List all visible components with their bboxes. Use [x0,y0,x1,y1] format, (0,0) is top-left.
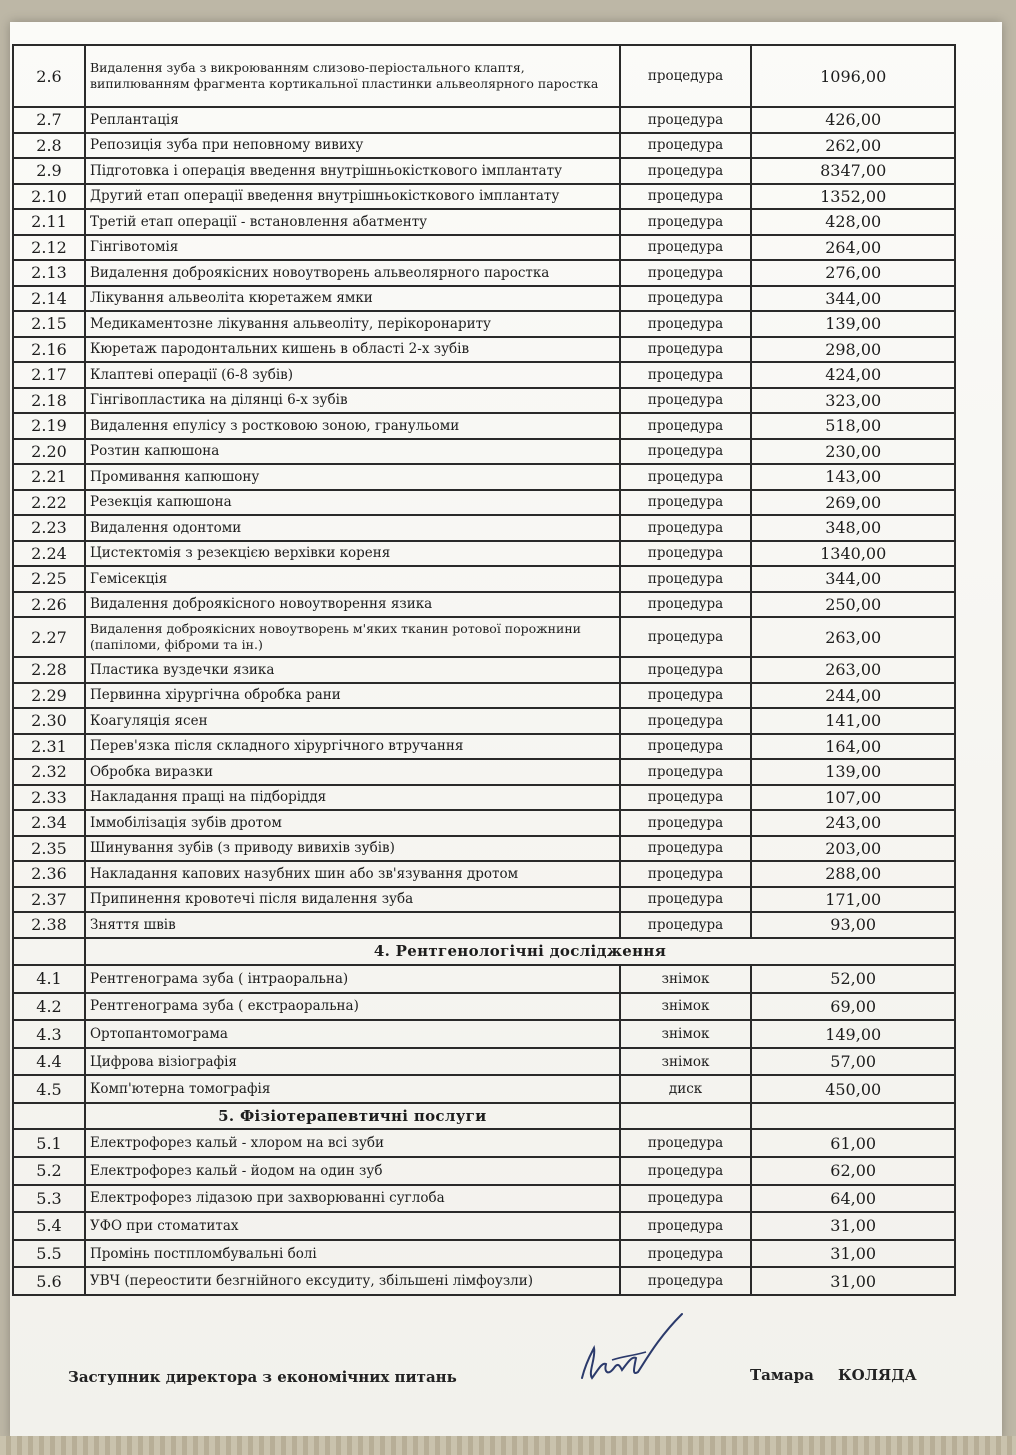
service-name: Видалення доброякісного новоутворення язика [85,592,620,618]
price-value: 428,00 [751,209,955,235]
row-number: 2.37 [13,887,85,913]
unit-of-measure: процедура [620,1129,752,1157]
table-row [13,785,955,811]
service-name: Промінь постпломбувальні болі [85,1240,620,1268]
price-value: 264,00 [751,235,955,261]
service-name: Ортопантомограма [85,1020,620,1048]
unit-of-measure: процедура [620,464,752,490]
table-row [13,708,955,734]
row-number: 4.5 [13,1075,85,1103]
table-row [13,388,955,414]
row-number: 2.24 [13,541,85,567]
service-name: Зняття швів [85,912,620,938]
section-4-title: 4. Рентгенологічні дослідження [85,938,955,966]
row-number: 2.19 [13,413,85,439]
price-value: 344,00 [751,566,955,592]
table-row [13,683,955,709]
unit-of-measure: процедура [620,388,752,414]
row-number: 2.11 [13,209,85,235]
row-number: 2.14 [13,286,85,312]
table-row [13,861,955,887]
table-row [13,993,955,1021]
price-value: 298,00 [751,337,955,363]
price-value: 31,00 [751,1212,955,1240]
row-number: 2.12 [13,235,85,261]
service-name: Клаптеві операції (6-8 зубів) [85,362,620,388]
price-value: 139,00 [751,759,955,785]
price-value: 107,00 [751,785,955,811]
table-row [13,1240,955,1268]
table-row [13,836,955,862]
row-number: 2.18 [13,388,85,414]
unit-of-measure: процедура [620,311,752,337]
service-name: Резекція капюшона [85,490,620,516]
table-row [13,209,955,235]
price-value: 203,00 [751,836,955,862]
row-number: 5.5 [13,1240,85,1268]
unit-of-measure: процедура [620,490,752,516]
price-value: 323,00 [751,388,955,414]
price-value: 243,00 [751,810,955,836]
unit-of-measure: процедура [620,810,752,836]
table-row [13,1157,955,1185]
price-value: 263,00 [751,617,955,657]
unit-of-measure: процедура [620,209,752,235]
price-value: 8347,00 [751,158,955,184]
table-row [13,107,955,133]
price-value: 164,00 [751,734,955,760]
price-value: 262,00 [751,133,955,159]
row-number: 2.16 [13,337,85,363]
table-row [13,490,955,516]
unit-of-measure: процедура [620,235,752,261]
row-number: 2.13 [13,260,85,286]
unit-of-measure: процедура [620,887,752,913]
service-name: Припинення кровотечі після видалення зуба [85,887,620,913]
row-number: 2.34 [13,810,85,836]
unit-of-measure: процедура [620,45,752,107]
price-value: 344,00 [751,286,955,312]
unit-of-measure: процедура [620,912,752,938]
service-name: Електрофорез лідазою при захворюванні суглоба [85,1185,620,1213]
service-name: Накладання капових назубних шин або зв'язування дротом [85,861,620,887]
price-value: 61,00 [751,1129,955,1157]
service-name: Пластика вуздечки язика [85,657,620,683]
row-number: 2.21 [13,464,85,490]
section-header-row [13,938,955,966]
price-value: 348,00 [751,515,955,541]
section-header-row [13,1103,955,1129]
unit-of-measure: знімок [620,993,752,1021]
service-name: Перев'язка після складного хірургічного втручання [85,734,620,760]
service-name: Гінгівотомія [85,235,620,261]
unit-of-measure: процедура [620,566,752,592]
row-number: 5.6 [13,1267,85,1295]
row-number: 2.33 [13,785,85,811]
service-name: Накладання пращі на підборіддя [85,785,620,811]
table-row [13,1129,955,1157]
unit-of-measure: процедура [620,286,752,312]
service-name: Розтин капюшона [85,439,620,465]
service-name: Обробка виразки [85,759,620,785]
section-4-body [13,938,955,966]
price-value: 69,00 [751,993,955,1021]
unit-of-measure: процедура [620,734,752,760]
table-row [13,541,955,567]
service-name: Видалення доброякісних новоутворень альвеолярного паростка [85,260,620,286]
price-value: 1340,00 [751,541,955,567]
section-5-rows [13,1129,955,1295]
row-number: 2.20 [13,439,85,465]
signatory-last-name: КОЛЯДА [838,1366,917,1384]
table-row [13,1267,955,1295]
unit-of-measure: процедура [620,836,752,862]
price-value: 244,00 [751,683,955,709]
price-value: 450,00 [751,1075,955,1103]
service-name: Цистектомія з резекцією верхівки кореня [85,541,620,567]
price-value: 263,00 [751,657,955,683]
signatory-position: Заступник директора з економічних питань [68,1368,457,1386]
table-row [13,311,955,337]
signatory-first-name: Тамара [750,1366,814,1384]
row-number: 2.7 [13,107,85,133]
table-row [13,1075,955,1103]
unit-of-measure: процедура [620,617,752,657]
service-name: Видалення епулісу з ростковою зоною, гранульоми [85,413,620,439]
unit-of-measure: процедура [620,1185,752,1213]
signature-underline [612,1352,646,1360]
section-2-body [13,45,955,938]
table-row [13,657,955,683]
service-name: Гінгівопластика на ділянці 6-х зубів [85,388,620,414]
price-value: 141,00 [751,708,955,734]
service-name: Третій етап операції - встановлення абатменту [85,209,620,235]
row-number: 2.23 [13,515,85,541]
table-row [13,912,955,938]
row-number: 2.30 [13,708,85,734]
row-number: 2.27 [13,617,85,657]
price-value: 250,00 [751,592,955,618]
unit-of-measure: процедура [620,133,752,159]
section-5-title: 5. Фізіотерапевтичні послуги [85,1103,620,1129]
table-row [13,734,955,760]
table-row [13,810,955,836]
price-value: 269,00 [751,490,955,516]
price-table [12,44,956,1296]
unit-of-measure: знімок [620,1048,752,1076]
service-name: Комп'ютерна томографія [85,1075,620,1103]
service-name: Видалення доброякісних новоутворень м'яких тканин ротової порожнини (папіломи, фіброми та ін.) [85,617,620,657]
row-number: 2.6 [13,45,85,107]
price-value: 230,00 [751,439,955,465]
service-name: Рентгенограма зуба ( екстраоральна) [85,993,620,1021]
row-number: 2.26 [13,592,85,618]
row-number: 2.22 [13,490,85,516]
unit-of-measure: процедура [620,708,752,734]
table-row [13,337,955,363]
service-name: Електрофорез кальй - йодом на один зуб [85,1157,620,1185]
service-name: Другий етап операції введення внутрішньокісткового імплантату [85,184,620,210]
table-row [13,965,955,993]
price-value: 139,00 [751,311,955,337]
row-number: 2.25 [13,566,85,592]
row-number: 4.4 [13,1048,85,1076]
table-row [13,464,955,490]
section-5-body [13,1103,955,1129]
table-row [13,1185,955,1213]
section-4-rows [13,965,955,1103]
service-name: Цифрова візіографія [85,1048,620,1076]
unit-of-measure: процедура [620,362,752,388]
price-value: 426,00 [751,107,955,133]
table-row [13,566,955,592]
price-value: 52,00 [751,965,955,993]
price-value: 1096,00 [751,45,955,107]
table-row [13,286,955,312]
service-name: Медикаментозне лікування альвеоліту, перікоронариту [85,311,620,337]
price-value: 149,00 [751,1020,955,1048]
unit-of-measure: процедура [620,541,752,567]
table-row [13,515,955,541]
service-name: Підготовка і операція введення внутрішньокісткового імплантату [85,158,620,184]
service-name: Реплантація [85,107,620,133]
unit-of-measure: процедура [620,107,752,133]
price-value: 64,00 [751,1185,955,1213]
price-value: 31,00 [751,1240,955,1268]
price-value: 276,00 [751,260,955,286]
price-value: 57,00 [751,1048,955,1076]
unit-of-measure: процедура [620,785,752,811]
price-value: 424,00 [751,362,955,388]
unit-of-measure: процедура [620,1157,752,1185]
unit-of-measure: процедура [620,592,752,618]
row-number: 5.2 [13,1157,85,1185]
service-name: УФО при стоматитах [85,1212,620,1240]
service-name: Промивання капюшону [85,464,620,490]
row-number: 2.10 [13,184,85,210]
table-row [13,235,955,261]
price-value: 93,00 [751,912,955,938]
row-number: 5.4 [13,1212,85,1240]
row-number: 4.1 [13,965,85,993]
table-row [13,184,955,210]
table-row [13,887,955,913]
service-name: Рентгенограма зуба ( інтраоральна) [85,965,620,993]
unit-of-measure: процедура [620,337,752,363]
table-row [13,1212,955,1240]
service-name: Кюретаж пародонтальних кишень в області 2-х зубів [85,337,620,363]
table-row [13,260,955,286]
table-row [13,158,955,184]
table-row [13,759,955,785]
service-name: Видалення зуба з викроюванням слизово-періостального клаптя, випилюванням фрагмента кортикальної пластинки альвеолярного паростка [85,45,620,107]
table-row [13,617,955,657]
price-value: 143,00 [751,464,955,490]
price-value: 288,00 [751,861,955,887]
row-number: 2.29 [13,683,85,709]
row-number: 4.2 [13,993,85,1021]
table-row [13,1020,955,1048]
service-name: Видалення одонтоми [85,515,620,541]
unit-of-measure: процедура [620,759,752,785]
price-value: 518,00 [751,413,955,439]
unit-of-measure: процедура [620,413,752,439]
unit-of-measure: процедура [620,657,752,683]
service-name: Коагуляція ясен [85,708,620,734]
price-value: 31,00 [751,1267,955,1295]
service-name: Іммобілізація зубів дротом [85,810,620,836]
table-row [13,413,955,439]
row-number: 2.15 [13,311,85,337]
row-number: 4.3 [13,1020,85,1048]
unit-of-measure: процедура [620,1267,752,1295]
service-name: УВЧ (переостити безгнійного ексудиту, збільшені лімфоузли) [85,1267,620,1295]
price-value: 62,00 [751,1157,955,1185]
service-name: Лікування альвеоліта кюретажем ямки [85,286,620,312]
row-number: 2.36 [13,861,85,887]
unit-of-measure: знімок [620,1020,752,1048]
service-name: Електрофорез кальй - хлором на всі зуби [85,1129,620,1157]
unit-of-measure: процедура [620,158,752,184]
service-name: Шинування зубів (з приводу вивихів зубів) [85,836,620,862]
table-row [13,1048,955,1076]
unit-of-measure: процедура [620,184,752,210]
table-row [13,133,955,159]
row-number: 5.1 [13,1129,85,1157]
unit-of-measure: процедура [620,439,752,465]
row-number: 2.35 [13,836,85,862]
row-number: 2.38 [13,912,85,938]
table-row [13,362,955,388]
laminate-edge [0,1436,1016,1455]
row-number: 2.32 [13,759,85,785]
row-number: 2.31 [13,734,85,760]
unit-of-measure: процедура [620,260,752,286]
unit-of-measure: процедура [620,861,752,887]
row-number: 2.8 [13,133,85,159]
signature-block [68,1360,928,1404]
table-row [13,439,955,465]
service-name: Репозиція зуба при неповному вивиху [85,133,620,159]
table-row [13,45,955,107]
price-value: 1352,00 [751,184,955,210]
unit-of-measure: знімок [620,965,752,993]
price-value: 171,00 [751,887,955,913]
row-number: 2.28 [13,657,85,683]
row-number: 2.17 [13,362,85,388]
unit-of-measure: процедура [620,515,752,541]
unit-of-measure: процедура [620,683,752,709]
unit-of-measure: диск [620,1075,752,1103]
table-row [13,592,955,618]
unit-of-measure: процедура [620,1240,752,1268]
service-name: Гемісекція [85,566,620,592]
unit-of-measure: процедура [620,1212,752,1240]
row-number: 5.3 [13,1185,85,1213]
row-number: 2.9 [13,158,85,184]
service-name: Первинна хірургічна обробка рани [85,683,620,709]
